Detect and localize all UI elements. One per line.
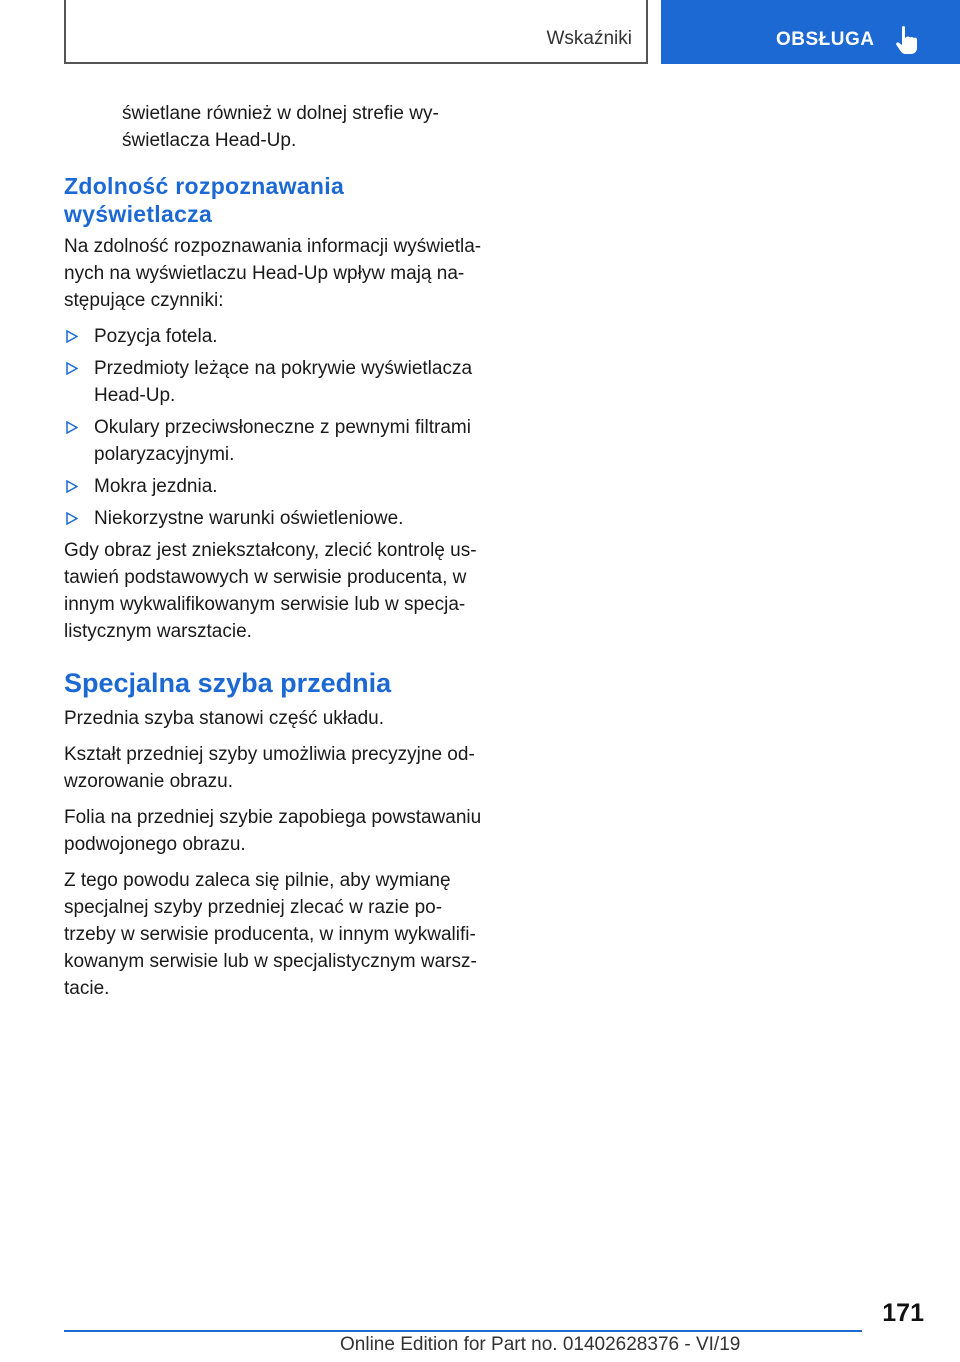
footer-edition: Online Edition for Part no. 01402628376 - VI/19 <box>340 1334 741 1355</box>
bullet-triangle-icon <box>66 512 78 525</box>
footer-divider <box>64 1330 862 1332</box>
list-item: Pozycja fotela. <box>64 323 484 350</box>
list-item: Mokra jezdnia. <box>64 473 484 500</box>
bullet-triangle-icon <box>66 480 78 493</box>
section-heading-recognizability: Zdolność rozpoznawania wyświetlacza <box>64 173 345 227</box>
page-number: 171 <box>882 1299 924 1327</box>
section-heading-windshield: Specjalna szyba przednia <box>64 668 392 698</box>
header-section-box <box>64 0 648 64</box>
list-item: Niekorzystne warunki oświetleniowe. <box>64 505 484 532</box>
intro-paragraph: świetlane również w dolnej strefie wy- świetlacza Head-Up. <box>122 103 439 151</box>
bullet-triangle-icon <box>66 421 78 434</box>
header-section-title: Wskaźniki <box>546 28 632 49</box>
paragraph-windshield-3: Folia na przedniej szybie zapobiega powstawaniu podwojonego obrazu. <box>64 807 482 855</box>
paragraph-windshield-2: Kształt przedniej szyby umożliwia precyzyjne od- wzorowanie obrazu. <box>64 744 475 792</box>
factors-list <box>64 323 484 532</box>
list-item: Okulary przeciwsłoneczne z pewnymi filtrami polaryzacyjnymi. <box>64 414 484 468</box>
pointing-hand-icon <box>894 25 920 55</box>
paragraph-windshield-1: Przednia szyba stanowi część układu. <box>64 708 384 729</box>
page-content <box>64 100 484 1011</box>
bullet-triangle-icon <box>66 330 78 343</box>
header-chapter-tab[interactable] <box>661 0 960 64</box>
paragraph-windshield-4: Z tego powodu zaleca się pilnie, aby wymianę specjalnej szyby przedniej zlecać w razie po- trzeby w serwisie producenta, w innym wykwalifi- kowanym serwisie lub w specjalistycznym warsz- tacie. <box>64 870 477 999</box>
header-chapter-title: OBSŁUGA <box>776 29 875 50</box>
paragraph-distortion: Gdy obraz jest zniekształcony, zlecić kontrolę us- tawień podstawowych w serwisie producenta, w innym wykwalifikowanym serwisie lub w specja- listycznym warsztacie. <box>64 540 477 642</box>
paragraph-factors-intro: Na zdolność rozpoznawania informacji wyświetla- nych na wyświetlaczu Head-Up wpływ mają na- stępujące czynniki: <box>64 236 482 311</box>
bullet-triangle-icon <box>66 362 78 375</box>
list-item: Przedmioty leżące na pokrywie wyświetlacza Head-Up. <box>64 355 484 409</box>
